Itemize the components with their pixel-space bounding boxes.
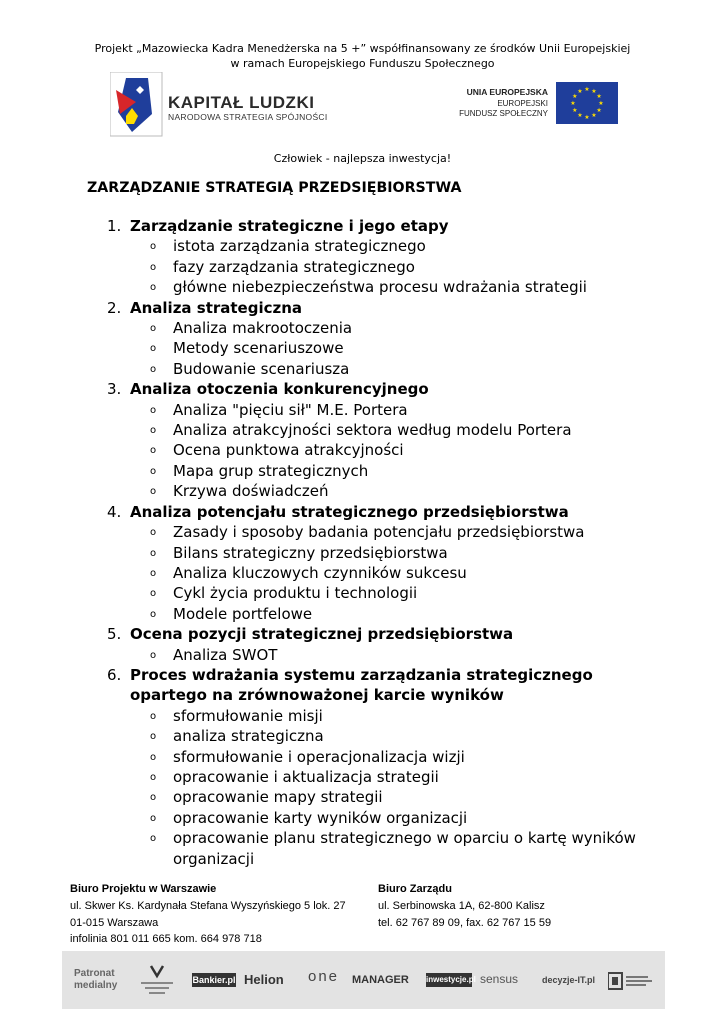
section-number: 6. — [107, 665, 122, 684]
section-heading — [0, 502, 725, 522]
bullet-icon: o — [150, 649, 157, 661]
list-item — [0, 277, 725, 297]
list-item-text: Metody scenariuszowe — [173, 339, 344, 358]
list-item-text: Bilans strategiczny przedsiębiorstwa — [173, 543, 448, 562]
manager-logo: MANAGER — [352, 974, 409, 986]
bullet-icon: o — [150, 241, 157, 253]
publisher-logo-icon — [608, 971, 656, 991]
footer-postcode: 01-015 Warszawa — [70, 916, 159, 929]
footer-warsaw-office — [70, 881, 346, 948]
list-item — [0, 420, 725, 440]
list-item-text: analiza strategiczna — [173, 727, 324, 746]
syllabus-outline — [0, 216, 725, 869]
eu-star-icon: ★ — [596, 107, 602, 114]
decyzje-it-logo: decyzje-IT.pl — [542, 975, 596, 985]
list-item — [0, 767, 725, 787]
list-item — [0, 787, 725, 807]
list-item — [0, 318, 725, 338]
section-heading-continued — [0, 685, 725, 705]
section-title: opartego na zrównoważonej karcie wyników — [130, 686, 504, 705]
helion-logo: Helion — [244, 972, 284, 987]
list-item-text: Analiza makrootoczenia — [173, 319, 353, 338]
section-2 — [0, 298, 725, 380]
footer-phone: tel. 62 767 89 09, fax. 62 767 15 59 — [378, 916, 552, 929]
list-item — [0, 481, 725, 501]
bullet-icon: o — [150, 731, 157, 743]
section-heading — [0, 379, 725, 399]
list-item — [0, 461, 725, 481]
motto: Człowiek - najlepsza inwestycja! — [273, 152, 452, 165]
list-item — [0, 440, 725, 460]
eu-flag-icon — [556, 82, 618, 124]
section-number: 1. — [107, 217, 122, 235]
bullet-icon: o — [150, 833, 157, 845]
list-item — [0, 747, 725, 767]
list-item — [0, 543, 725, 563]
section-title: Analiza potencjału strategicznego przedsiębiorstwa — [130, 502, 569, 521]
bullet-icon: o — [150, 425, 157, 437]
bullet-icon: o — [150, 261, 157, 273]
eu-star-icon: ★ — [584, 86, 590, 93]
kapital-ludzki-subtitle: NARODOWA STRATEGIA SPÓJNOŚCI — [168, 112, 328, 122]
bullet-icon: o — [150, 567, 157, 579]
list-item-text: Ocena punktowa atrakcyjności — [173, 441, 404, 460]
eu-star-icon: ★ — [577, 87, 583, 95]
bullet-icon: o — [150, 363, 157, 375]
list-item-text: istota zarządzania strategicznego — [173, 237, 426, 256]
list-item-text: sformułowanie misji — [173, 706, 323, 725]
bullet-icon: o — [150, 751, 157, 763]
list-item-text: Analiza kluczowych czynników sukcesu — [173, 563, 467, 582]
list-item — [0, 257, 725, 277]
list-item — [0, 400, 725, 420]
list-item-text: Zasady i sposoby badania potencjału przedsiębiorstwa — [173, 523, 585, 542]
media-patron-label-line: medialny — [74, 980, 118, 991]
footer-heading: Biuro Zarządu — [378, 883, 452, 895]
kapital-ludzki-title: KAPITAŁ LUDZKI — [168, 93, 315, 112]
sensus-logo: sensus — [480, 972, 519, 986]
eu-star-icon: ★ — [591, 87, 597, 95]
section-1 — [0, 216, 725, 298]
bullet-icon: o — [150, 771, 157, 783]
one-logo: one — [308, 968, 340, 985]
section-title: Proces wdrażania systemu zarządzania strategicznego — [130, 665, 593, 684]
section-3 — [0, 379, 725, 501]
section-5 — [0, 624, 725, 665]
list-item-text: opracowanie planu strategicznego w oparciu o kartę wyników — [173, 829, 636, 848]
bullet-icon: o — [150, 812, 157, 824]
eu-star-icon: ★ — [584, 114, 590, 121]
section-heading — [0, 216, 725, 236]
list-item-text: sformułowanie i operacjonalizacja wizji — [173, 747, 465, 766]
inwestycje-logo: inwestycje.pl — [426, 973, 472, 987]
list-item-text: opracowanie mapy strategii — [173, 788, 383, 807]
eu-star-icon: ★ — [596, 93, 602, 100]
bullet-icon: o — [150, 710, 157, 722]
list-item — [0, 726, 725, 746]
section-heading — [0, 665, 725, 685]
list-item-text: Modele portfelowe — [173, 604, 313, 623]
list-item-text: fazy zarządzania strategicznego — [173, 257, 415, 276]
list-item-text: Analiza SWOT — [173, 645, 278, 664]
section-number: 5. — [107, 625, 122, 644]
bullet-icon: o — [150, 547, 157, 559]
list-item — [0, 706, 725, 726]
list-item-text: Krzywa doświadczeń — [173, 482, 329, 501]
header-project-line: Projekt „Mazowiecka Kadra Menedżerska na 5 +” współfinansowany ze środków Unii Europejskiej — [94, 42, 631, 55]
ue-logo-line3: FUNDUSZ SPOŁECZNY — [459, 109, 548, 118]
list-item-text: organizacji — [173, 849, 255, 868]
media-patron-label-line: Patronat — [74, 968, 115, 979]
header-fund-line: w ramach Europejskiego Funduszu Społecznego — [230, 57, 495, 70]
document-title: ZARZĄDZANIE STRATEGIĄ PRZEDSIĘBIORSTWA — [87, 180, 462, 196]
list-item-text: Analiza atrakcyjności sektora według modelu Portera — [173, 421, 572, 440]
bullet-icon: o — [150, 588, 157, 600]
eu-star-icon: ★ — [591, 112, 597, 120]
media-patron-label — [74, 968, 117, 992]
list-item-text: Mapa grup strategicznych — [173, 461, 369, 480]
section-4 — [0, 502, 725, 624]
list-item-text: Cykl życia produktu i technologii — [173, 584, 418, 603]
list-item-text: opracowanie i aktualizacja strategii — [173, 767, 439, 786]
section-number: 2. — [107, 298, 122, 317]
pwn-logo-icon — [133, 962, 181, 1000]
footer-address: ul. Serbinowska 1A, 62-800 Kalisz — [378, 899, 545, 912]
list-item-text: Budowanie scenariusza — [173, 359, 350, 378]
section-number: 3. — [107, 380, 122, 399]
bullet-icon: o — [150, 792, 157, 804]
bullet-icon: o — [150, 343, 157, 355]
bullet-icon: o — [150, 465, 157, 477]
section-number: 4. — [107, 502, 122, 521]
footer-address: ul. Skwer Ks. Kardynała Stefana Wyszyńskiego 5 lok. 27 — [70, 899, 346, 912]
footer-heading: Biuro Projektu w Warszawie — [70, 883, 217, 895]
eu-star-icon: ★ — [570, 100, 576, 107]
list-item — [0, 583, 725, 603]
section-6 — [0, 665, 725, 869]
list-item — [0, 359, 725, 379]
list-item — [0, 604, 725, 624]
list-item-text: Analiza "pięciu sił" M.E. Portera — [173, 400, 408, 419]
bullet-icon: o — [150, 486, 157, 498]
list-item-text: główne niebezpieczeństwa procesu wdrażania strategii — [173, 278, 587, 297]
list-item-continued — [0, 849, 725, 869]
bullet-icon: o — [150, 404, 157, 416]
list-item — [0, 563, 725, 583]
list-item — [0, 338, 725, 358]
ue-logo-line1: UNIA EUROPEJSKA — [466, 87, 548, 97]
bullet-icon: o — [150, 282, 157, 294]
list-item — [0, 645, 725, 665]
bullet-icon: o — [150, 323, 157, 335]
list-item — [0, 808, 725, 828]
list-item — [0, 522, 725, 542]
bullet-icon: o — [150, 527, 157, 539]
ue-logo-line2: EUROPEJSKI — [497, 99, 548, 108]
footer-phone: infolinia 801 011 665 kom. 664 978 718 — [70, 933, 262, 946]
eu-star-icon: ★ — [572, 107, 578, 114]
section-title: Analiza otoczenia konkurencyjnego — [130, 380, 429, 399]
eu-star-icon: ★ — [577, 112, 583, 120]
section-title: Ocena pozycji strategicznej przedsiębiorstwa — [130, 625, 514, 644]
eu-star-icon: ★ — [572, 93, 578, 100]
bullet-icon: o — [150, 445, 157, 457]
bankier-logo: Bankier.pl — [192, 975, 236, 985]
footer-board-office — [378, 881, 551, 931]
bullet-icon: o — [150, 608, 157, 620]
section-title: Zarządzanie strategiczne i jego etapy — [130, 217, 449, 235]
section-heading — [0, 624, 725, 644]
eu-star-icon: ★ — [598, 100, 604, 107]
section-title: Analiza strategiczna — [130, 298, 303, 317]
list-item-text: opracowanie karty wyników organizacji — [173, 808, 468, 827]
list-item — [0, 236, 725, 256]
section-heading — [0, 298, 725, 318]
list-item — [0, 828, 725, 848]
